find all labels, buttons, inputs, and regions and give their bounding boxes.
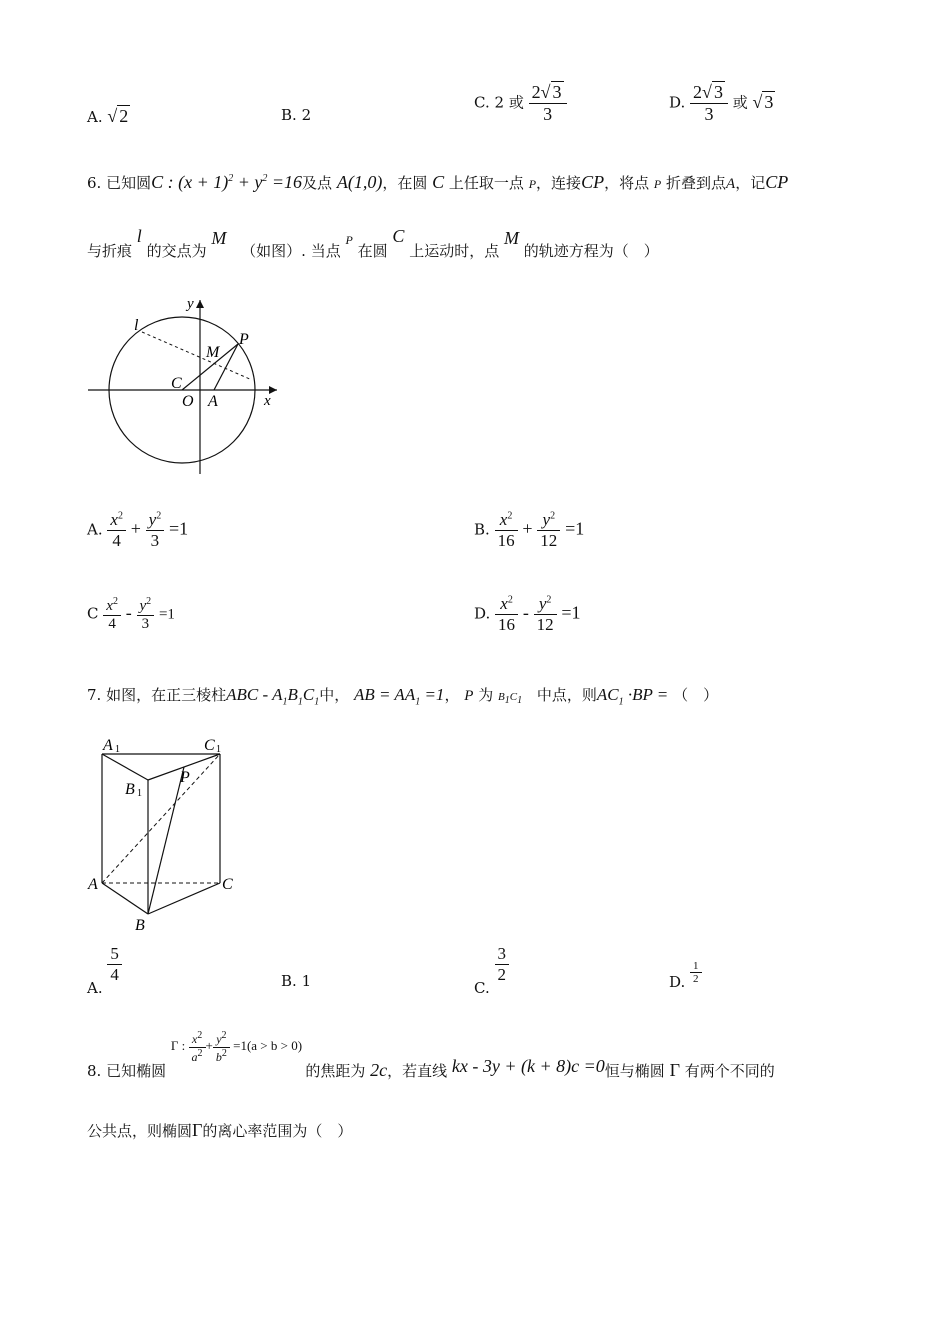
denominator: 4 (107, 964, 122, 985)
text: 有两个不同的 (684, 1062, 775, 1081)
math: Γ (192, 1120, 203, 1140)
fraction: $\frac{2√ 3}{3}$ (690, 82, 728, 125)
math: C (392, 226, 405, 246)
denominator: 2 (497, 965, 506, 984)
exponent: 2 (262, 173, 268, 184)
option-label: B. (281, 972, 297, 990)
subscript: 1 (504, 695, 510, 707)
math: A (726, 176, 736, 192)
b1c1 (497, 691, 523, 707)
q6-stem-line2 (87, 226, 659, 261)
math: CP (581, 172, 605, 192)
ellipse-equation: Γ : $\frac{x^2}{a^2}$ + $\frac{y^2}{b^2}$ =1(a > b > 0) (170, 1030, 303, 1064)
q7-option-d (669, 960, 702, 991)
text: ，连接 (536, 174, 582, 192)
option-value: 2 (301, 106, 312, 124)
or-word: 或 (508, 93, 524, 112)
subscript: 1 (517, 695, 523, 707)
label-c1: C (204, 737, 215, 754)
q6-option-c (87, 596, 175, 633)
q5-option-c (474, 82, 567, 125)
fraction-x (495, 510, 518, 551)
denominator: 3 (150, 531, 160, 550)
edge-a1b1 (102, 754, 148, 780)
math: M (211, 228, 227, 248)
label-p: P (180, 769, 190, 786)
q5-option-a (87, 106, 130, 127)
text: 已知椭圆 (106, 1062, 167, 1081)
operator: + (130, 518, 141, 539)
fraction (107, 944, 122, 985)
label-y: y (187, 296, 194, 312)
sqrt-expression: √ 3 (752, 91, 774, 112)
radicand: 2 (119, 106, 129, 126)
math: M (504, 228, 520, 248)
text: 公共点，则椭圆 (87, 1122, 193, 1140)
fraction-y (146, 510, 165, 551)
option-label: B. (474, 520, 490, 539)
math: B (497, 691, 505, 703)
dot-product (596, 685, 669, 708)
q6-option-d (474, 594, 581, 635)
text: 上运动时，点 (409, 242, 500, 260)
label-a: A (88, 876, 98, 893)
question-number: 7. (87, 686, 102, 704)
label-p: P (239, 331, 249, 348)
math: x (191, 1032, 198, 1046)
option-label: A. (87, 978, 103, 997)
radicand: 3 (713, 82, 723, 102)
label-a1-sub: 1 (115, 744, 120, 755)
denominator: 12 (540, 531, 558, 550)
question-number: 8. (87, 1062, 102, 1081)
fraction: $\frac{2√ 3}{3}$ (529, 82, 567, 125)
prism-name (226, 685, 320, 708)
exponent: 2 (550, 510, 556, 522)
edge-bc (148, 883, 220, 914)
math: Γ (170, 1038, 179, 1054)
point-a: A(1,0) (336, 172, 383, 192)
rhs: =1 (158, 606, 175, 623)
q7-option-c (474, 944, 509, 997)
math: AC (596, 685, 619, 704)
label-b: B (135, 917, 145, 934)
math: CP (765, 172, 789, 192)
text: 及点 (302, 174, 333, 192)
option-label: B. (281, 106, 297, 124)
math: x (500, 594, 508, 613)
fraction-y (137, 596, 155, 633)
text: ，在圆 (382, 174, 428, 192)
q8-stem-line2 (87, 1120, 352, 1141)
denominator: 16 (497, 531, 515, 550)
text: ，若直线 (387, 1062, 448, 1081)
fraction-x (495, 594, 518, 635)
text: ，将点 (604, 174, 650, 192)
label-c1-sub: 1 (216, 744, 221, 755)
math: C (509, 691, 518, 703)
label-b1-sub: 1 (137, 788, 142, 799)
text: 中， (319, 686, 350, 704)
option-label: A. (87, 520, 103, 539)
fraction-x (103, 596, 121, 633)
q7-option-a (87, 944, 122, 997)
denominator: 3 (543, 104, 553, 124)
q6-option-a (87, 510, 188, 551)
exponent: 2 (228, 173, 234, 184)
math: AB = AA (354, 685, 416, 704)
label-a1: A (103, 737, 113, 754)
label-c: C (171, 375, 182, 392)
math: P (464, 688, 474, 704)
exponent: 2 (507, 594, 513, 606)
denominator: 4 (112, 531, 121, 550)
fraction (495, 944, 510, 985)
operator: - (125, 602, 132, 623)
fraction-y (537, 510, 560, 551)
q5-option-d (669, 82, 775, 125)
math: x (499, 510, 508, 529)
math: C : (x + 1) (151, 172, 229, 192)
label-o: O (182, 393, 194, 410)
subscript: 1 (415, 696, 421, 708)
fraction-y (534, 594, 557, 635)
label-x: x (264, 393, 271, 409)
math: 2c (370, 1060, 388, 1081)
text: 的离心率范围为（ ） (202, 1122, 353, 1140)
exponent: 2 (221, 1048, 227, 1059)
denominator: 3 (704, 104, 714, 124)
exponent: 2 (156, 510, 162, 522)
text: 如图，在正三棱柱 (106, 686, 227, 704)
math: y (538, 594, 547, 613)
subscript: 1 (297, 696, 303, 708)
text: 的轨迹方程为（ ） (523, 242, 659, 260)
or-word: 或 (732, 93, 748, 112)
q5-option-b (281, 106, 311, 124)
sqrt-expression: √ 2 (107, 106, 129, 126)
operator: - (522, 602, 529, 623)
math: P (345, 233, 353, 247)
math: =1 (420, 685, 445, 704)
label-b1: B (125, 781, 135, 798)
math: l (136, 226, 142, 246)
math: x (106, 598, 113, 614)
exponent: 2 (546, 594, 552, 606)
text: ，记 (735, 174, 766, 192)
math: : (178, 1038, 186, 1054)
denominator: 4 (108, 616, 116, 632)
text: 的焦距为 (305, 1062, 366, 1081)
fraction-x (107, 510, 126, 551)
rhs: =1 (561, 602, 581, 623)
rhs: =1 (565, 518, 585, 539)
math: y (216, 1032, 222, 1046)
subscript: 1 (314, 696, 320, 708)
exponent: 2 (221, 1030, 227, 1041)
fraction (690, 960, 702, 985)
option-label: D. (669, 972, 686, 991)
text: 已知圆 (106, 174, 152, 192)
math: Γ (669, 1060, 680, 1081)
q7-prism-figure (82, 732, 244, 937)
q6-circle-figure (82, 292, 287, 482)
math: y (148, 510, 157, 529)
denominator: 16 (498, 615, 516, 634)
radicand: 3 (764, 91, 774, 112)
math: C (302, 685, 315, 704)
q7-option-b (281, 972, 311, 990)
denominator: 12 (536, 615, 554, 634)
label-l: l (134, 317, 139, 334)
math: =1(a > b > 0) (233, 1038, 303, 1054)
exponent: 2 (197, 1048, 203, 1059)
exponent: 2 (146, 596, 152, 607)
text: （ ） (673, 686, 719, 704)
math: C (432, 172, 445, 192)
option-label: D. (669, 93, 686, 112)
exponent: 2 (197, 1030, 203, 1041)
math: b (215, 1050, 222, 1064)
length-equation (354, 685, 445, 708)
numerator: 3 (495, 944, 510, 965)
edge-ab (102, 883, 148, 914)
label-m: M (206, 344, 220, 361)
y-axis-arrow (196, 300, 204, 308)
operator: + (522, 518, 533, 539)
text: 中点，则 (536, 686, 597, 704)
math: B (287, 685, 298, 704)
text: 上任取一点 (448, 174, 524, 192)
option-label: A. (87, 108, 103, 126)
option-label: C. (474, 978, 490, 997)
label-c: C (222, 876, 233, 893)
circle-equation (151, 172, 302, 192)
subscript: 1 (618, 696, 624, 708)
math: P (528, 177, 537, 191)
fold-line-l (142, 332, 252, 380)
math: x (110, 510, 118, 529)
coef: 2 (693, 82, 703, 102)
rhs: =1 (168, 518, 189, 539)
exponent: 2 (112, 596, 118, 607)
option-label: C (87, 604, 99, 623)
option-label: C. (474, 93, 490, 112)
denominator: 2 (693, 973, 699, 985)
option-value: 1 (301, 972, 312, 990)
math: y (139, 598, 147, 614)
denominator: 3 (141, 616, 150, 632)
option-label: D. (474, 604, 491, 623)
text: 的交点为 (146, 242, 207, 260)
text: 折叠到点 (666, 174, 727, 192)
label-a: A (208, 393, 218, 410)
text: 恒与椭圆 (604, 1062, 665, 1081)
q7-stem (87, 684, 718, 707)
math: ABC - A (226, 685, 283, 704)
text: （如图）. 当点 (241, 242, 341, 260)
text: ， (444, 686, 460, 704)
radicand: 3 (552, 82, 562, 102)
q6-option-b (474, 510, 584, 551)
coef: 2 (531, 82, 541, 102)
q6-stem-line1 (87, 172, 788, 193)
math: y (542, 510, 551, 529)
exponent: 2 (117, 510, 123, 522)
segment-bp (148, 767, 184, 914)
numerator: 1 (690, 960, 702, 973)
exponent: 2 (507, 510, 513, 522)
subscript: 1 (282, 696, 288, 708)
math: ·BP = (623, 685, 669, 704)
option-value: 2 (494, 93, 505, 112)
diag-ac1-hidden (102, 754, 220, 883)
math: + y (233, 172, 263, 192)
math: =16 (267, 172, 303, 192)
line-equation: kx - 3y + (k + 8)c =0 (451, 1056, 605, 1077)
text: 为 (478, 686, 494, 704)
question-number: 6. (87, 174, 102, 192)
math: P (653, 177, 662, 191)
text: 与折痕 (87, 242, 133, 260)
q8-stem-line1 (87, 1030, 775, 1081)
text: 在圆 (357, 242, 388, 260)
numerator: 5 (110, 944, 119, 963)
math: a (191, 1050, 198, 1064)
